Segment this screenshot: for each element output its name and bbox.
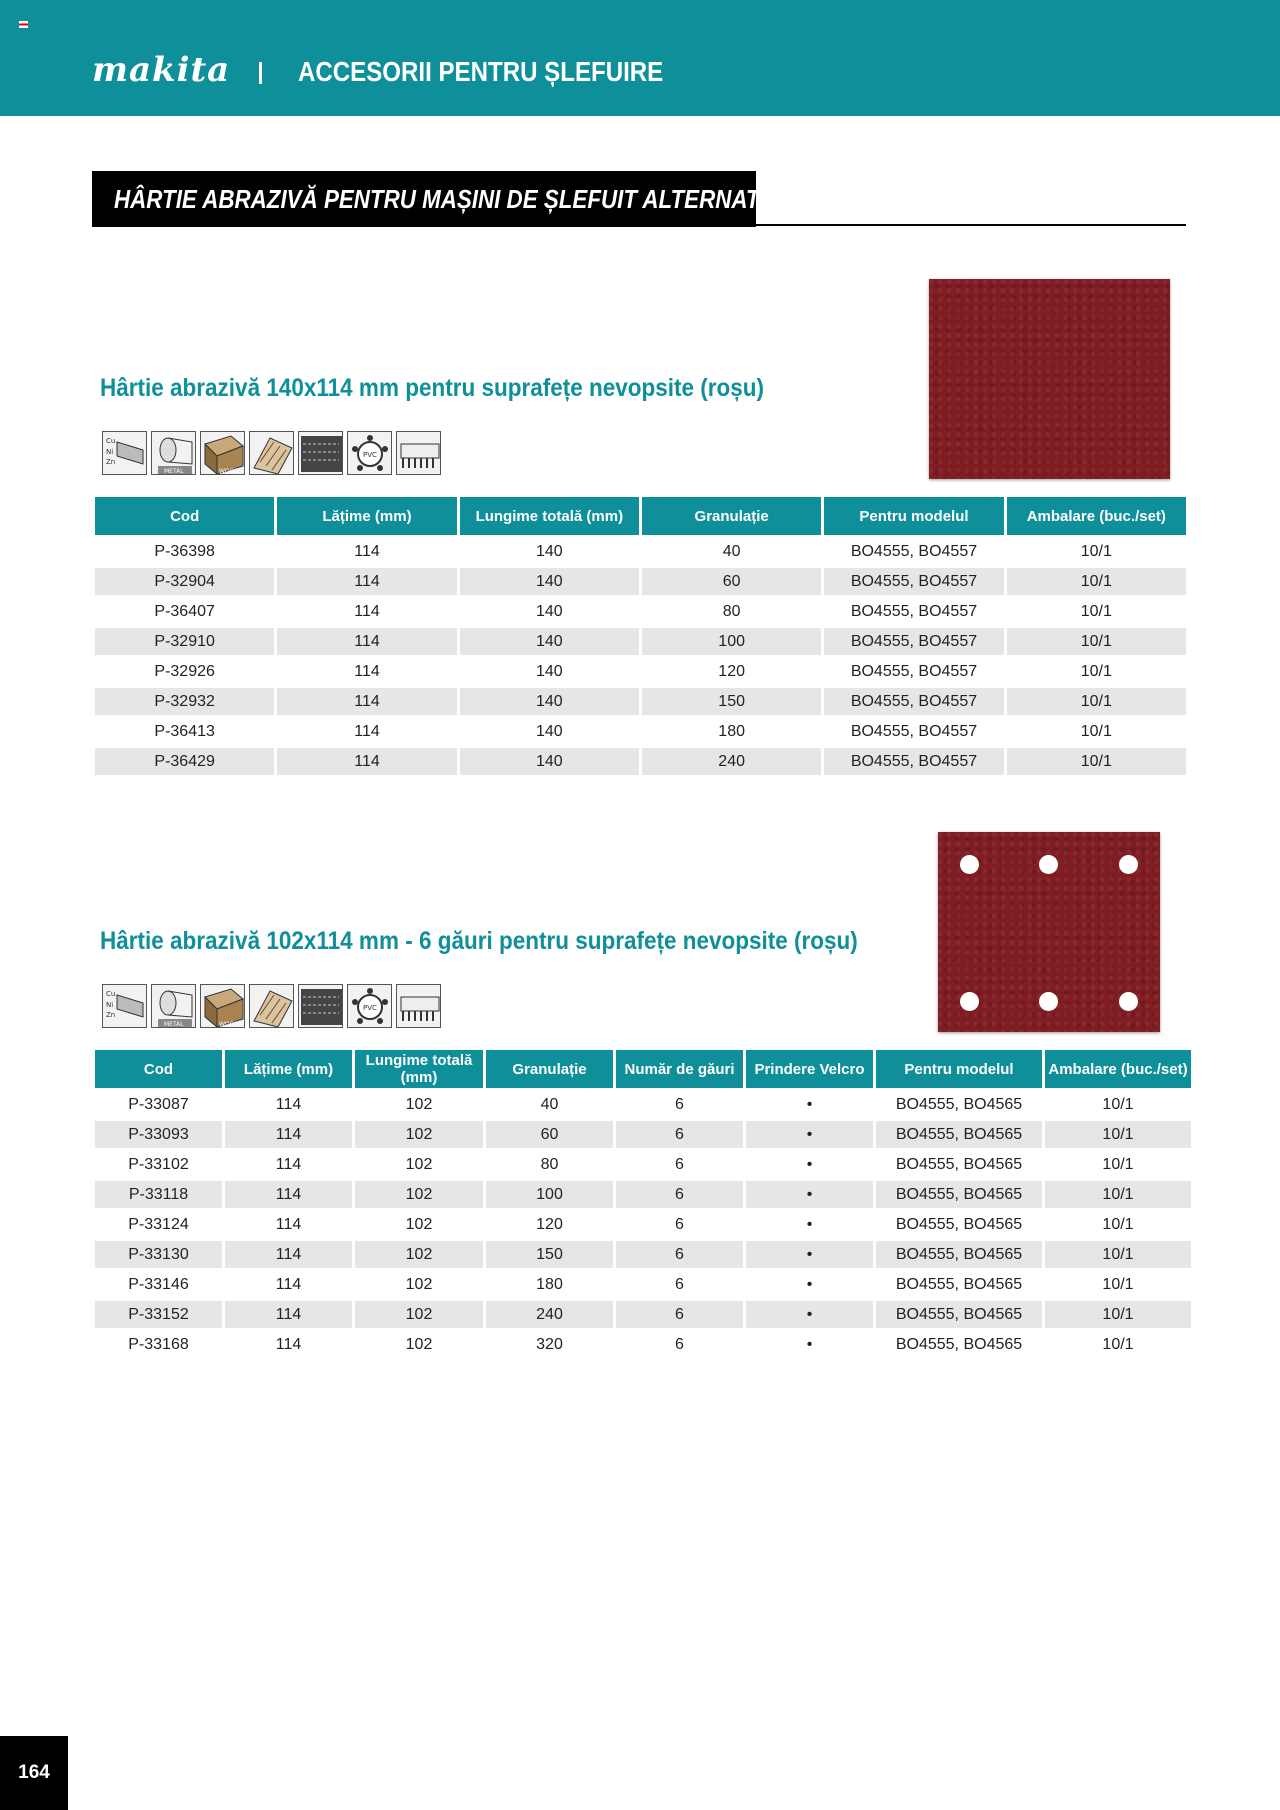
- table-cell: 80: [722, 602, 741, 620]
- table-cell: BO4555, BO4557: [850, 722, 978, 740]
- table-cell: 140: [460, 568, 639, 595]
- table-cell: 140: [535, 602, 563, 620]
- metal-icon: [151, 984, 196, 1028]
- table-cell: 10/1: [1102, 1095, 1134, 1113]
- table-cell: 114: [275, 1215, 302, 1233]
- table-cell: 10/1: [1045, 1181, 1191, 1208]
- table-cell: BO4555, BO4565: [876, 1181, 1042, 1208]
- table-cell: BO4555, BO4565: [895, 1155, 1023, 1173]
- table-cell: 102: [355, 1121, 483, 1148]
- table-cell: P-32904: [95, 568, 274, 595]
- table-row: [95, 718, 1186, 745]
- table-row: [95, 538, 1186, 565]
- column-header: Cod: [95, 497, 274, 535]
- plaster-icon: [396, 431, 441, 475]
- table-cell: •: [806, 1215, 813, 1233]
- table-cell: •: [806, 1275, 813, 1293]
- table-cell: P-33146: [128, 1275, 189, 1293]
- composite-icon: [298, 984, 343, 1028]
- pvc-icon: [347, 431, 392, 475]
- table-cell: BO4555, BO4557: [824, 688, 1003, 715]
- table-cell: 102: [405, 1215, 433, 1233]
- column-header: Lățime (mm): [277, 497, 456, 535]
- svg-text:Zn: Zn: [106, 458, 116, 466]
- plaster-icon: [396, 984, 441, 1028]
- table-cell: 140: [460, 628, 639, 655]
- svg-text:Ni: Ni: [106, 1001, 114, 1009]
- table-cell: •: [806, 1335, 813, 1353]
- svg-text:METAL: METAL: [164, 1021, 184, 1028]
- product-title: Hârtie abrazivă 102x114 mm - 6 găuri pentru suprafețe nevopsite (roșu): [100, 927, 858, 955]
- table-cell: P-33130: [95, 1241, 222, 1268]
- hole-icon: [1039, 855, 1058, 874]
- table-row: [95, 1211, 1191, 1238]
- column-header: Pentru modelul: [824, 497, 1003, 535]
- table-cell: BO4555, BO4565: [895, 1335, 1023, 1353]
- table-row: [95, 1331, 1191, 1358]
- table-cell: 140: [460, 748, 639, 775]
- table-cell: 114: [277, 688, 456, 715]
- table-cell: •: [746, 1301, 873, 1328]
- table-row: [95, 1271, 1191, 1298]
- table-cell: 10/1: [1007, 568, 1186, 595]
- table-cell: 140: [535, 542, 563, 560]
- table-cell: 114: [275, 1275, 302, 1293]
- column-header: Granulație: [642, 497, 821, 535]
- svg-text:PVC: PVC: [363, 1004, 377, 1012]
- svg-text:Zn: Zn: [106, 1011, 116, 1019]
- table-cell: P-36398: [154, 542, 215, 560]
- table-cell: 240: [642, 748, 821, 775]
- product-table-2: [92, 1047, 1194, 1361]
- table-cell: 114: [277, 748, 456, 775]
- brand-logo: makita: [92, 50, 231, 90]
- table-row: [95, 1301, 1191, 1328]
- table-cell: •: [746, 1241, 873, 1268]
- column-header: Cod: [95, 1050, 222, 1088]
- table-cell: 10/1: [1080, 602, 1112, 620]
- table-cell: BO4555, BO4565: [876, 1241, 1042, 1268]
- table-cell: 114: [354, 722, 380, 740]
- table-cell: •: [806, 1095, 813, 1113]
- hole-icon: [960, 992, 979, 1011]
- table-cell: BO4555, BO4565: [876, 1121, 1042, 1148]
- table-cell: 114: [225, 1181, 352, 1208]
- column-header: Prindere Velcro: [746, 1050, 873, 1088]
- table-cell: 10/1: [1007, 628, 1186, 655]
- table-cell: P-36407: [154, 602, 215, 620]
- table-cell: P-33152: [95, 1301, 222, 1328]
- table-cell: 102: [405, 1275, 433, 1293]
- hole-icon: [1119, 992, 1138, 1011]
- table-row: [95, 748, 1186, 775]
- table-cell: BO4555, BO4557: [850, 662, 978, 680]
- table-cell: P-32910: [95, 628, 274, 655]
- table-row: [95, 1241, 1191, 1268]
- table-cell: 102: [355, 1181, 483, 1208]
- table-cell: 80: [540, 1155, 559, 1173]
- table-cell: BO4555, BO4565: [895, 1215, 1023, 1233]
- table-cell: 114: [275, 1155, 302, 1173]
- svg-text:METAL: METAL: [164, 468, 184, 475]
- table-cell: P-33087: [128, 1095, 189, 1113]
- sandpaper-holes-image: [938, 832, 1160, 1032]
- table-cell: 10/1: [1102, 1335, 1134, 1353]
- section-title: HÂRTIE ABRAZIVĂ PENTRU MAȘINI DE ȘLEFUIT ALTERNATIV: [114, 184, 781, 214]
- hole-icon: [960, 855, 979, 874]
- table-cell: 102: [355, 1301, 483, 1328]
- section-rule: [756, 224, 1186, 226]
- wood-grain-icon: [249, 431, 294, 475]
- table-cell: P-32932: [95, 688, 274, 715]
- column-header: Număr de găuri: [616, 1050, 743, 1088]
- table-cell: 40: [540, 1095, 559, 1113]
- table-row: [95, 568, 1186, 595]
- flag-icon: [19, 21, 28, 28]
- table-row: [95, 1091, 1191, 1118]
- table-cell: 10/1: [1045, 1121, 1191, 1148]
- table-cell: 10/1: [1080, 542, 1112, 560]
- table-cell: 10/1: [1045, 1301, 1191, 1328]
- wood-icon: [200, 431, 245, 475]
- page-number: 164: [0, 1736, 68, 1810]
- table-row: [95, 628, 1186, 655]
- non-ferrous-metal-icon: [102, 984, 147, 1028]
- table-cell: P-32926: [154, 662, 215, 680]
- table-cell: 150: [642, 688, 821, 715]
- table-cell: 114: [225, 1121, 352, 1148]
- svg-text:Ni: Ni: [106, 448, 114, 456]
- table-cell: 6: [616, 1181, 743, 1208]
- column-header: Lățime (mm): [225, 1050, 352, 1088]
- table-cell: •: [746, 1181, 873, 1208]
- table-cell: 140: [535, 722, 563, 740]
- table-cell: 102: [355, 1241, 483, 1268]
- composite-icon: [298, 431, 343, 475]
- table-cell: •: [806, 1155, 813, 1173]
- table-cell: 6: [616, 1121, 743, 1148]
- table-row: [95, 1121, 1191, 1148]
- header-divider: [259, 62, 262, 84]
- table-cell: 10/1: [1045, 1241, 1191, 1268]
- table-cell: 100: [642, 628, 821, 655]
- non-ferrous-metal-icon: [102, 431, 147, 475]
- table-cell: 60: [642, 568, 821, 595]
- table-cell: P-33124: [128, 1215, 189, 1233]
- material-icons: [102, 984, 441, 1028]
- table-cell: 150: [486, 1241, 613, 1268]
- table-cell: 114: [225, 1241, 352, 1268]
- table-cell: P-33102: [128, 1155, 189, 1173]
- table-cell: 60: [486, 1121, 613, 1148]
- table-cell: 40: [722, 542, 741, 560]
- pvc-icon: [347, 984, 392, 1028]
- table-cell: BO4555, BO4557: [850, 602, 978, 620]
- table-cell: 102: [405, 1335, 433, 1353]
- table-cell: 320: [536, 1335, 563, 1353]
- column-header: Ambalare (buc./set): [1007, 497, 1186, 535]
- table-cell: 10/1: [1080, 662, 1112, 680]
- table-cell: 114: [277, 568, 456, 595]
- table-cell: 102: [405, 1155, 433, 1173]
- hole-icon: [1039, 992, 1058, 1011]
- column-header: Lungime totală (mm): [460, 497, 639, 535]
- wood-grain-icon: [249, 984, 294, 1028]
- column-header: Granulație: [486, 1050, 613, 1088]
- table-cell: •: [746, 1121, 873, 1148]
- table-cell: P-33168: [128, 1335, 189, 1353]
- table-row: [95, 1181, 1191, 1208]
- table-cell: 102: [405, 1095, 433, 1113]
- table-cell: 10/1: [1102, 1215, 1134, 1233]
- table-cell: BO4555, BO4565: [895, 1095, 1023, 1113]
- table-cell: BO4555, BO4557: [824, 628, 1003, 655]
- table-cell: 10/1: [1102, 1155, 1134, 1173]
- svg-text:WOOD: WOOD: [219, 1021, 239, 1028]
- table-cell: 120: [536, 1215, 563, 1233]
- table-cell: P-33118: [95, 1181, 222, 1208]
- column-header: Ambalare (buc./set): [1045, 1050, 1191, 1088]
- product-table-1: [92, 494, 1189, 778]
- table-cell: 180: [718, 722, 745, 740]
- table-cell: P-33093: [95, 1121, 222, 1148]
- table-row: [95, 1151, 1191, 1178]
- table-cell: 6: [675, 1095, 684, 1113]
- table-cell: 114: [275, 1095, 302, 1113]
- sandpaper-image: [929, 279, 1170, 479]
- table-cell: 114: [277, 628, 456, 655]
- table-cell: 10/1: [1102, 1275, 1134, 1293]
- hole-icon: [1119, 855, 1138, 874]
- table-cell: 120: [718, 662, 745, 680]
- page-title: ACCESORII PENTRU ȘLEFUIRE: [298, 56, 664, 87]
- table-cell: 6: [616, 1241, 743, 1268]
- column-header: Pentru modelul: [876, 1050, 1042, 1088]
- svg-text:PVC: PVC: [363, 451, 377, 459]
- table-cell: 240: [486, 1301, 613, 1328]
- table-cell: P-36413: [154, 722, 215, 740]
- table-cell: 114: [354, 602, 380, 620]
- table-row: [95, 688, 1186, 715]
- table-cell: 6: [675, 1335, 684, 1353]
- wood-icon: [200, 984, 245, 1028]
- column-header: Lungime totală (mm): [355, 1050, 483, 1088]
- table-cell: 100: [486, 1181, 613, 1208]
- table-row: [95, 658, 1186, 685]
- svg-text:Cu: Cu: [106, 437, 116, 445]
- table-cell: 6: [675, 1215, 684, 1233]
- table-cell: 10/1: [1007, 688, 1186, 715]
- table-cell: BO4555, BO4565: [876, 1301, 1042, 1328]
- product-title: Hârtie abrazivă 140x114 mm pentru suprafețe nevopsite (roșu): [100, 374, 765, 402]
- table-cell: 10/1: [1080, 722, 1112, 740]
- table-cell: 6: [675, 1275, 684, 1293]
- table-cell: 114: [354, 662, 380, 680]
- svg-text:Cu: Cu: [106, 990, 116, 998]
- table-cell: 140: [460, 688, 639, 715]
- table-row: [95, 598, 1186, 625]
- table-cell: 10/1: [1007, 748, 1186, 775]
- table-cell: 140: [535, 662, 563, 680]
- section-banner: [92, 171, 781, 227]
- metal-icon: [151, 431, 196, 475]
- material-icons: [102, 431, 441, 475]
- table-cell: 6: [616, 1301, 743, 1328]
- table-cell: 114: [275, 1335, 302, 1353]
- table-cell: BO4555, BO4565: [895, 1275, 1023, 1293]
- table-header-row: [95, 1050, 1191, 1088]
- table-cell: 180: [536, 1275, 563, 1293]
- table-cell: BO4555, BO4557: [824, 748, 1003, 775]
- table-cell: 6: [675, 1155, 684, 1173]
- table-cell: BO4555, BO4557: [850, 542, 978, 560]
- table-cell: 114: [354, 542, 380, 560]
- svg-text:WOOD: WOOD: [219, 468, 239, 475]
- table-cell: BO4555, BO4557: [824, 568, 1003, 595]
- table-header-row: [95, 497, 1186, 535]
- table-cell: 114: [225, 1301, 352, 1328]
- page-header: [0, 0, 1280, 116]
- table-cell: P-36429: [95, 748, 274, 775]
